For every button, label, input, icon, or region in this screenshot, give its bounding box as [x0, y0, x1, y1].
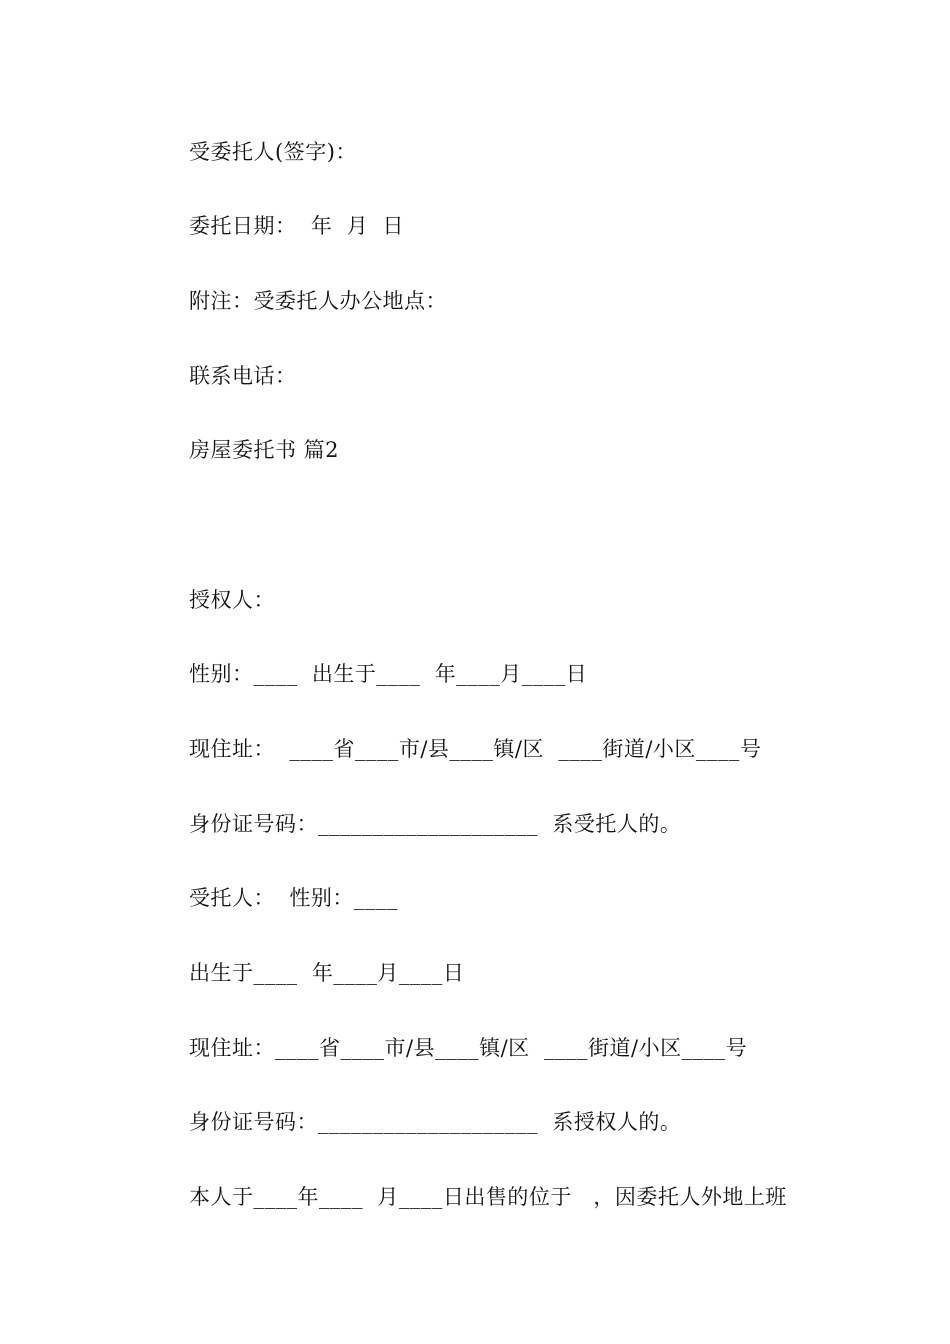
grantee-birth-line: 出生于____ 年____月____日 [189, 961, 465, 985]
grantor-label: 授权人： [189, 588, 275, 612]
sale-statement-line: 本人于____年____ 月____日出售的位于 ，因委托人外地上班 [189, 1185, 787, 1209]
grantor-id-line: 身份证号码：____________________ 系受托人的。 [189, 812, 682, 836]
grantee-gender-line: 受托人： 性别：____ [189, 886, 398, 910]
section-heading: 房屋委托书 篇2 [189, 438, 340, 462]
note-office-line: 附注：受委托人办公地点： [189, 289, 447, 313]
grantee-address-line: 现住址：____省____市/县____镇/区 ____街道/小区____号 [189, 1036, 748, 1060]
grantor-gender-birth-line: 性别：____ 出生于____ 年____月____日 [189, 662, 588, 686]
phone-line: 联系电话： [189, 364, 297, 388]
signature-line: 受委托人(签字)： [189, 140, 357, 164]
grantee-id-line: 身份证号码：____________________ 系授权人的。 [189, 1110, 682, 1134]
date-line: 委托日期： 年 月 日 [189, 214, 405, 238]
grantor-address-line: 现住址： ____省____市/县____镇/区 ____街道/小区____号 [189, 737, 762, 761]
